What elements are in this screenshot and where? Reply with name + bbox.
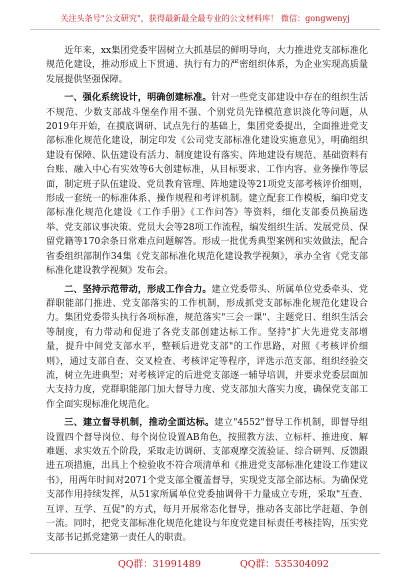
footer-qq-group-1: QQ群：31991489 xyxy=(118,559,201,570)
promo-header: 关注头条号"公文研究"，获得最新最全最专业的公文材料库！ 微信：gongwenyj xyxy=(60,13,350,23)
section-3-text: 建立"4552"督导工作机制，即督导组设置四个督导岗位、每个岗位设置AB角色，按照教方法、立标杆、推进度、解难题、求实效五个阶段，采取走访调研、支部观摩交流验证、综合研判、反馈跟进五项措施，出具上个检验收不符合项清单和《推进党支部标准化建设工作建议书》，用两年时间对2071个党支部全覆盖督导，实现党支部全部达标。为确保党支部作用持续发挥，从51家所属单位党委抽调骨干力量成立专班，采取"互查、互评、互学、互促"的方式，每月开展常态化督导，推动各支部比学赶超、争创一流。同时，把党支部标准化规范化建设与年度党建目标责任考核挂钩，压实党支部书记抓党建第一责任人的职责。 xyxy=(46,418,368,544)
footer-qq-group-2: QQ群：535304092 xyxy=(240,559,329,570)
intro-paragraph xyxy=(46,44,368,87)
section-2-text: 建立党委带头、所属单位党委牵头、党群职能部门推进、党支部落实的工作机制，形成抓党支部标准化规范化建设合力。集团党委带头执行各项标准，规范落实"三会一课"、主题党日、组织生活会等制度，有力带动和促进了各党支部创建达标工作。坚持"扩大先进党支部增量，提升中间党支部水平，整顿后进党支部"的工作思路，对照《考核评价细则》，通过支部自查、交叉检查、考核评定等程序，评选示范支部、组织经验交流，树立先进典型；对考核评定的后进党支部逐一辅导培训，并要求党委层面加大支持力度，党群职能部门加大督导力度、党支部加大落实力度，确保党支部工作全面实现标准化规范化。 xyxy=(46,284,368,410)
header-divider xyxy=(30,29,380,30)
section-1-text: 针对一些党支部建设中存在的组织生活不规范、少数支部战斗堡垒作用不强、个别党员先锋模范意识淡化等问题，从2019年开始，在摸底调研、试点先行的基础上，集团党委提出，全面推进党支部标准化规范化建设，制定印发《公司党支部标准化建设实施意见》，明确组织建设有保障、队伍建设有活力、制度建设有落实、阵地建设有规范、基础资料有台账、融入中心有实效等6大创建标准，从目标要求、工作内容、业务操作等层面，制定班子队伍建设、党员教育管理、阵地建设等21项党支部考核评价细则，形成一套统一的标准体系、操作规程和考评机制。建立配套工作模板，编印党支部标准化规范化建设《工作手册》《工作问答》等资料，细化支部委员换届选举、党支部议事决策、党员大会等28项工作流程，编发组织生活、发展党员、保留党籍等170余条日常难点问题解答。形成一批优秀典型案例和实效做法，配合省委组织部制作34集《党支部标准化规范化建设教学视频》，承办全省《党支部标准化建设教学视频》发布会。 xyxy=(46,93,368,277)
section-2-paragraph xyxy=(46,283,368,413)
intro-text: 近年来，xx集团党委牢固树立大抓基层的鲜明导向，大力推进党支部标准化规范化建设，推动形成上下贯通、执行有力的严密组织体系，为企业实现高质量发展提供坚强保障。 xyxy=(46,46,368,85)
section-3-paragraph xyxy=(46,416,368,546)
footer-row xyxy=(30,558,380,572)
section-1-paragraph xyxy=(46,91,368,278)
section-2-heading: 二、坚持示范带动，形成工作合力。 xyxy=(64,283,212,295)
section-3-heading: 三、建立督导机制，推动全面达标。 xyxy=(64,417,215,429)
section-1-heading: 一、强化系统设计，明确创建标准。 xyxy=(64,92,212,104)
footer xyxy=(30,553,380,570)
document-body xyxy=(46,44,368,550)
